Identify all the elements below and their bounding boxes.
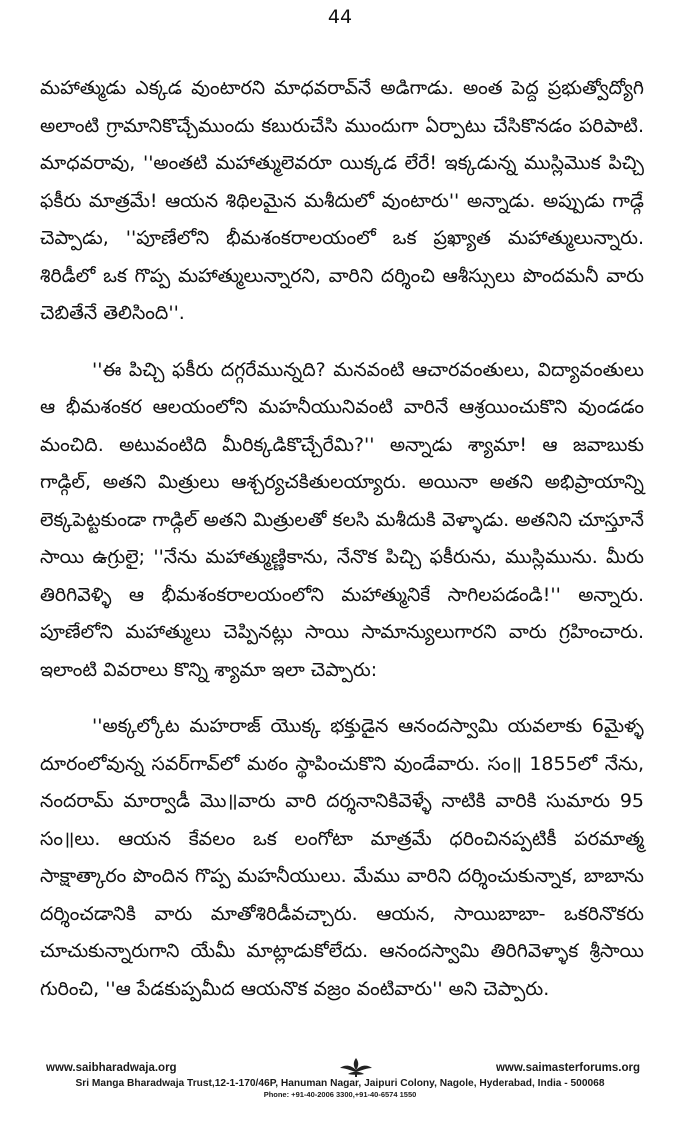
footer-left-url[interactable]: www.saibharadwaja.org [46, 1062, 177, 1074]
footer-right-url[interactable]: www.saimasterforums.org [495, 1062, 640, 1074]
footer-phone: Phone: +91-40-2006 3300,+91-40-6574 1550 [263, 1090, 417, 1099]
page-body [40, 70, 644, 1008]
page-footer [34, 1062, 646, 1118]
paragraph-1: మహాత్ముడు ఎక్కడ వుంటారని మాధవరావ్‌నే అడిగాడు. అంత పెద్ద ప్రభుత్వోద్యోగి అలాంటి గ్రామానికొచ్చేముందు కబురుచేసి ముందుగా ఏర్పాటు చేసికొనడం పరిపాటి. మాధవరావు, ''అంతటి మహాత్ములెవరూ యిక్కడ లేరే! ఇక్కడున్న ముస్లిమొక పిచ్చి ఫకీరు మాత్రమే! ఆయన శిథిలమైన మశీదులో వుంటారు'' అన్నాడు. అప్పుడు గాడ్గే చెప్పాడు, ''పూణేలోని భీమశంకరాలయంలో ఒక ప్రఖ్యాత మహాత్ములున్నారు. శిరిడీలో ఒక గొప్ప మహాత్ములున్నారని, వారిని దర్శించి ఆశీస్సులు పొందమనీ వారు చెబితేనే తెలిసింది''. [40, 77, 644, 324]
page-number: 44 [327, 6, 353, 28]
ornamental-lotus-logo-icon [336, 1056, 376, 1078]
paragraph-3: ''అక్కల్కోట మహరాజ్ యొక్క భక్తుడైన ఆనందస్వామి యవలాకు 6మైళ్ళ దూరంలోవున్న సవర్‌గావ్‌లో మఠం స్థాపించుకొని వుండేవారు. సం॥ 1855లో నేను, నందరామ్ మార్వాడీ మొ॥వారు వారి దర్శనానికివెళ్ళే నాటికి వారికి సుమారు 95 సం॥లు. ఆయన కేవలం ఒక లంగోటా మాత్రమే ధరించినప్పటికీ పరమాత్మ సాక్షాత్కారం పొందిన గొప్ప మహనీయులు. మేము వారిని దర్శించుకున్నాక, బాబాను దర్శించడానికి వారు మాతోశిరిడీవచ్చారు. ఆయన, సాయిబాబా- ఒకరినొకరు చూచుకున్నారుగాని యేమీ మాట్లాడుకోలేదు. ఆనందస్వామి తిరిగివెళ్ళాక శ్రీసాయి గురించి, ''ఆ పేడకుప్పమీద ఆయనొక వజ్రం వంటివారు'' అని చెప్పారు. [40, 715, 644, 1000]
footer-url-row [34, 1062, 646, 1078]
paragraph-2: ''ఈ పిచ్చి ఫకీరు దగ్గరేమున్నది? మనవంటి ఆచారవంతులు, విద్యావంతులు ఆ భీమశంకర ఆలయంలోని మహనీయునివంటి వారినే ఆశ్రయించుకొని వుండడం మంచిది. అటువంటిది మీరిక్కడికొచ్చేరేమి?'' అన్నాడు శ్యామా! ఆ జవాబుకు గాడ్గిల్, అతని మిత్రులు ఆశ్చర్యచకితులయ్యారు. అయినా అతని అభిప్రాయాన్ని లెక్కపెట్టకుండా గాడ్గిల్ అతని మిత్రులతో కలసి మశీదుకి వెళ్ళాడు. అతనిని చూస్తూనే సాయి ఉగ్రులై; ''నేను మహాత్ముణ్ణికాను, నేనొక పిచ్చి ఫకీరును, ముస్లిమును. మీరు తిరిగివెళ్ళి ఆ భీమశంకరాలయంలోని మహాత్మునికే సాగిలపడండి!'' అన్నారు. పూణేలోని మహాత్ములు చెప్పినట్లు సాయి సామాన్యులుగారని వారు గ్రహించారు. ఇలాంటి వివరాలు కొన్ని శ్యామా ఇలా చెప్పారు: [40, 358, 644, 681]
footer-address: Sri Manga Bharadwaja Trust,12-1-170/46P, Hanuman Nagar, Jaipuri Colony, Nagole, Hyderabad, India - 500068 [75, 1078, 605, 1089]
